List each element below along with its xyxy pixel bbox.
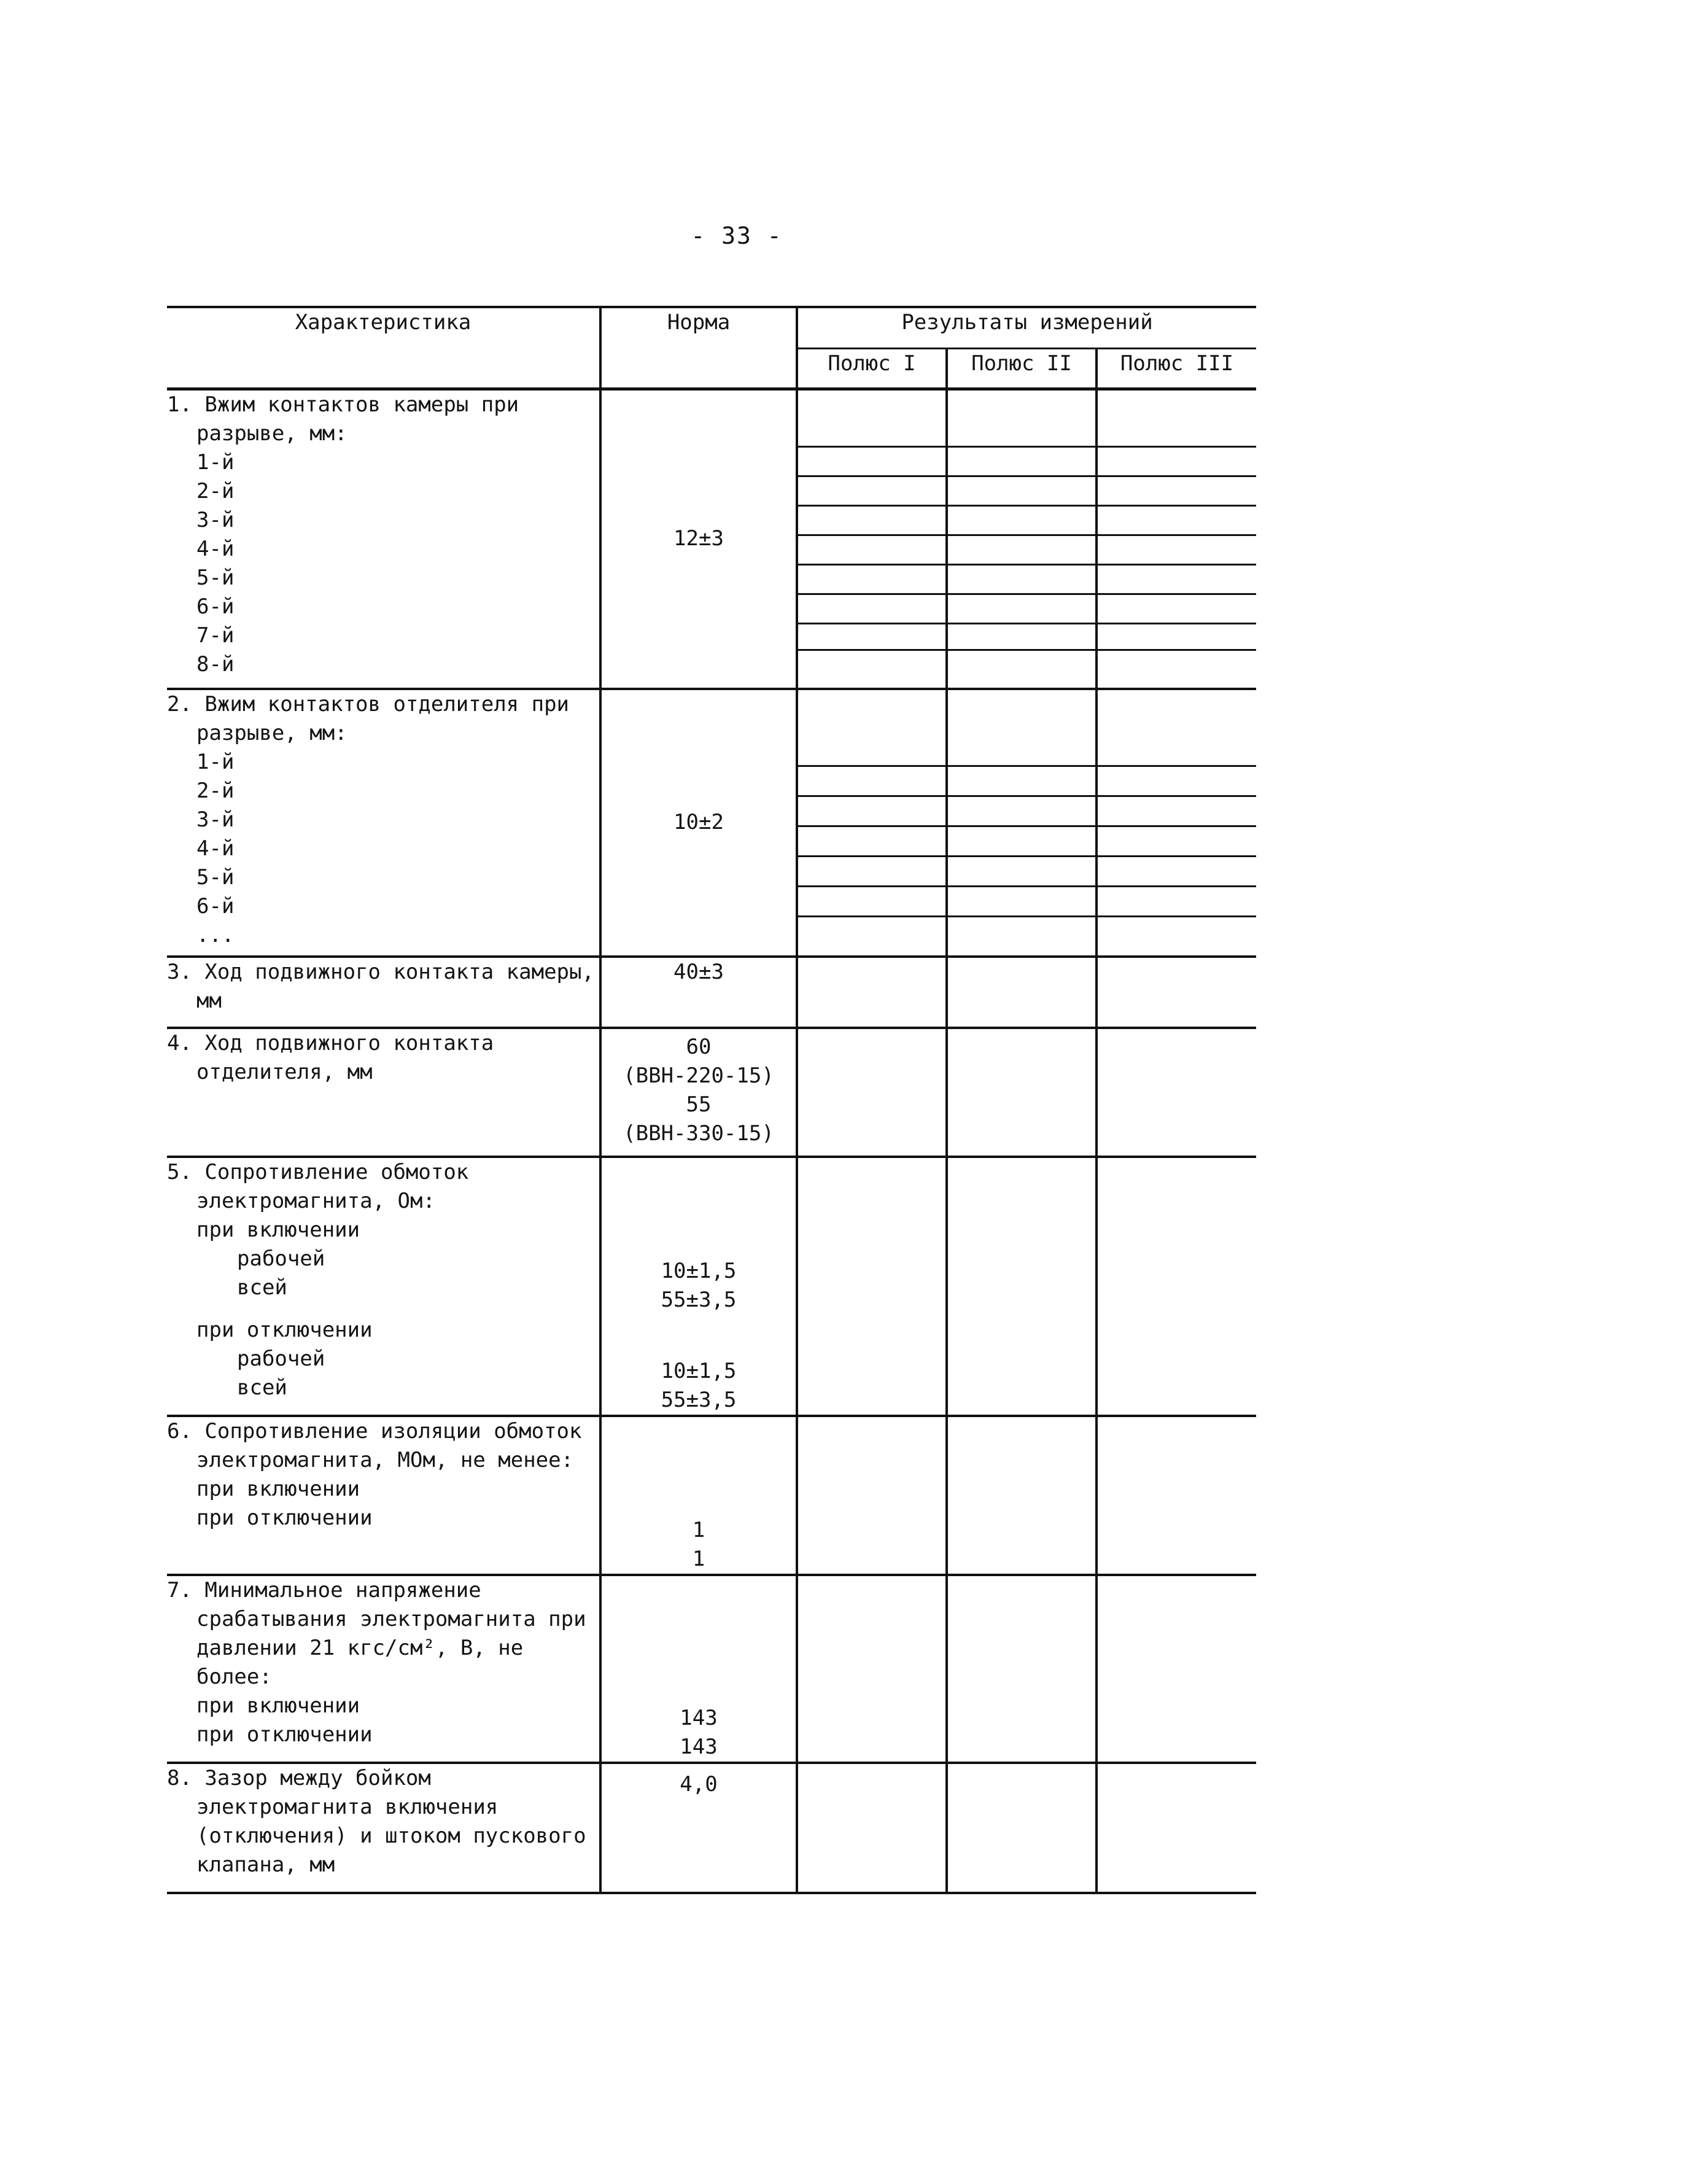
- table-row: [167, 1028, 1256, 1157]
- table-row: [167, 689, 1256, 957]
- pole-2-cell[interactable]: [947, 389, 1096, 689]
- header-pole-3: Полюс III: [1096, 349, 1256, 389]
- row-characteristic: 5. Сопротивление обмоток электромагнита, Ом: при включении рабочей всей при отключении рабочей всей: [167, 1157, 600, 1416]
- header-characteristic: Характеристика: [167, 307, 600, 389]
- pole-2-cell[interactable]: [947, 957, 1096, 1028]
- pole-1-cell[interactable]: [797, 1028, 947, 1157]
- table-row: [167, 957, 1256, 1028]
- table-row: [167, 1416, 1256, 1575]
- row-norm: 12±3: [600, 389, 797, 689]
- measurement-table: [167, 306, 1256, 1894]
- row-norm: 10±2: [600, 689, 797, 957]
- row-norm: 10±1,5 55±3,5 10±1,5 55±3,5: [600, 1157, 797, 1416]
- row-characteristic: 7. Минимальное напряжение срабатывания электромагнита при давлении 21 кгс/см², В, не более: при включении при отключении: [167, 1575, 600, 1763]
- pole-3-cell[interactable]: [1096, 1575, 1256, 1763]
- pole-1-cell[interactable]: [797, 689, 947, 957]
- row-norm: 143 143: [600, 1575, 797, 1763]
- row-characteristic: 4. Ход подвижного контакта отделителя, мм: [167, 1028, 600, 1157]
- pole-3-cell[interactable]: [1096, 1157, 1256, 1416]
- pole-1-cell[interactable]: [797, 1575, 947, 1763]
- row-norm: 40±3: [600, 957, 797, 1028]
- row-characteristic: 6. Сопротивление изоляции обмоток электромагнита, МОм, не менее: при включении при отключении: [167, 1416, 600, 1575]
- pole-3-cell[interactable]: [1096, 1028, 1256, 1157]
- pole-3-cell[interactable]: [1096, 1763, 1256, 1893]
- header-results: Результаты измерений: [797, 307, 1256, 349]
- pole-1-cell[interactable]: [797, 1416, 947, 1575]
- pole-1-cell[interactable]: [797, 389, 947, 689]
- pole-1-cell[interactable]: [797, 1157, 947, 1416]
- table-row: [167, 389, 1256, 689]
- pole-3-cell[interactable]: [1096, 1416, 1256, 1575]
- pole-2-cell[interactable]: [947, 1763, 1096, 1893]
- row-characteristic: 1. Вжим контактов камеры при разрыве, мм: 1-й 2-й 3-й 4-й 5-й 6-й 7-й 8-й: [167, 389, 600, 689]
- table-row: [167, 1157, 1256, 1416]
- pole-2-cell[interactable]: [947, 689, 1096, 957]
- header-norm: Норма: [600, 307, 797, 389]
- pole-2-cell[interactable]: [947, 1028, 1096, 1157]
- pole-3-cell[interactable]: [1096, 389, 1256, 689]
- table-row: [167, 1763, 1256, 1893]
- pole-3-cell[interactable]: [1096, 689, 1256, 957]
- pole-2-cell[interactable]: [947, 1575, 1096, 1763]
- table-row: [167, 1575, 1256, 1763]
- pole-1-cell[interactable]: [797, 957, 947, 1028]
- pole-3-cell[interactable]: [1096, 957, 1256, 1028]
- page-number: - 33 -: [691, 222, 783, 249]
- pole-1-cell[interactable]: [797, 1763, 947, 1893]
- row-norm: 4,0: [600, 1763, 797, 1893]
- row-norm: 1 1: [600, 1416, 797, 1575]
- row-characteristic: 2. Вжим контактов отделителя при разрыве, мм: 1-й 2-й 3-й 4-й 5-й 6-й ...: [167, 689, 600, 957]
- row-characteristic: 8. Зазор между бойком электромагнита включения (отключения) и штоком пускового клапана, мм: [167, 1763, 600, 1893]
- pole-2-cell[interactable]: [947, 1416, 1096, 1575]
- header-pole-2: Полюс II: [947, 349, 1096, 389]
- header-pole-1: Полюс I: [797, 349, 947, 389]
- row-characteristic: 3. Ход подвижного контакта камеры, мм: [167, 957, 600, 1028]
- row-norm: 60 (ВВН-220-15) 55 (ВВН-330-15): [600, 1028, 797, 1157]
- pole-2-cell[interactable]: [947, 1157, 1096, 1416]
